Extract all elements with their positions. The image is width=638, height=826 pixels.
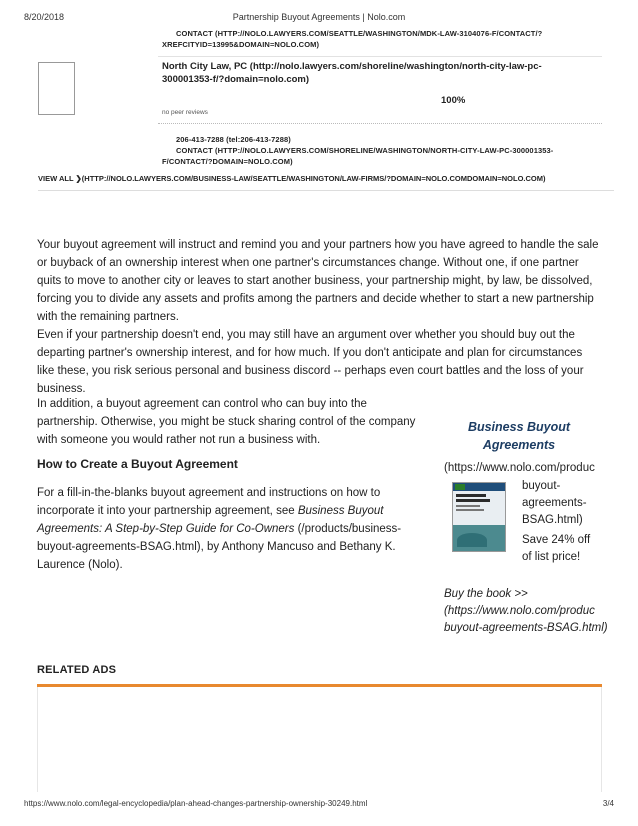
article-paragraph: Your buyout agreement will instruct and remind you and your partners how you have agreed to handle the sale or buyback of an ownership interest when one partner's circumstances change. Without one, if one partner quits to move to another city or leaves to start another business, your partnership might, by law, be dissolved, forcing you to divide any assets and profits among the partners and decide whether to start a new partnership with the remaining partners. xyxy=(37,239,599,323)
lawyer-name-link[interactable] xyxy=(162,60,592,86)
listing-dotted-divider xyxy=(158,123,602,124)
nolo-logo-icon xyxy=(455,484,465,490)
book-promo-title[interactable]: Business Buyout Agreements xyxy=(467,420,571,452)
section-heading: How to Create a Buyout Agreement xyxy=(37,457,238,471)
lawyer-rating-percent: 100% xyxy=(441,95,466,106)
view-all-divider xyxy=(38,190,614,191)
page-number: 3/4 xyxy=(602,799,614,808)
print-url: https://www.nolo.com/legal-encyclopedia/plan-ahead-changes-partnership-ownership-30249.html xyxy=(24,799,368,808)
lawyer-photo-placeholder[interactable] xyxy=(38,62,75,115)
print-footer xyxy=(24,799,614,811)
contact-block-north-city xyxy=(162,134,602,167)
book-url-end[interactable]: buyout-agreements-BSAG.html) xyxy=(522,480,587,526)
phone-link[interactable]: 206-413-7288 (tel:206-413-7288) xyxy=(176,135,291,144)
contact-link-line-1[interactable]: CONTACT (HTTP://NOLO.LAWYERS.COM/SHORELINE/WASHINGTON/NORTH-CITY-LAW-PC-300001353- xyxy=(176,146,554,155)
print-page-title: Partnership Buyout Agreements | Nolo.com xyxy=(232,12,406,22)
contact-link-line-2[interactable]: F/CONTACT/?DOMAIN=NOLO.COM) xyxy=(162,157,293,166)
contact-link-line-2[interactable]: XREFCITYID=13995&DOMAIN=NOLO.COM) xyxy=(162,40,320,49)
paragraph-text: (/products/business-buyout-agreements-BSAG.html), by Anthony Mancuso and Bethany K. Laurence (Nolo). xyxy=(37,523,402,571)
related-ads-heading: RELATED ADS xyxy=(37,664,117,676)
paragraph-text: For a fill-in-the-blanks buyout agreement and instructions on how to incorporate it into your partnership agreement, see xyxy=(37,487,381,517)
book-title-link[interactable]: Business Buyout Agreements: A Step-by-Step Guide for Co-Owners xyxy=(37,505,384,535)
print-date: 8/20/2018 xyxy=(24,12,65,22)
contact-link-line-1[interactable]: CONTACT (HTTP://NOLO.LAWYERS.COM/SEATTLE/WASHINGTON/MDK-LAW-3104076-F/CONTACT/? xyxy=(176,29,543,38)
lawyer-name-line-1[interactable]: North City Law, PC (http://nolo.lawyers.com/shoreline/washington/north-city-law-pc- xyxy=(162,61,542,72)
book-url-start[interactable]: (https://www.nolo.com/produc xyxy=(444,462,595,474)
book-cover-image[interactable] xyxy=(452,482,506,552)
peer-reviews-label: no peer reviews xyxy=(162,109,208,116)
article-paragraph xyxy=(37,484,427,574)
lawyer-name-line-2[interactable]: 300001353-f/?domain=nolo.com) xyxy=(162,74,310,85)
article-paragraph: In addition, a buyout agreement can control who can buy into the partnership. Otherwise, you might be stuck sharing control of the company with someone you would rather not run a business with. xyxy=(37,398,416,446)
contact-link-mdk-law[interactable] xyxy=(162,28,602,50)
print-header xyxy=(24,12,614,24)
discount-text: Save 24% off of list price! xyxy=(522,534,591,563)
listing-divider xyxy=(158,56,602,57)
view-all-link[interactable]: VIEW ALL ❯(HTTP://NOLO.LAWYERS.COM/BUSINESS-LAW/SEATTLE/WASHINGTON/LAW-FIRMS/?DOMAIN=NOLO.COMDOMAIN=NOLO.COM) xyxy=(38,174,546,183)
buy-book-link[interactable]: Buy the book >> (https://www.nolo.com/produc buyout-agreements-BSAG.html) xyxy=(444,588,608,634)
related-ads-container xyxy=(37,687,602,792)
article-paragraph: Even if your partnership doesn't end, you may still have an argument over whether you should buy out the departing partner's ownership interest, and for how much. If you don't anticipate and plan for circumstances like these, you risk serious personal and business discord -- perhaps even court battles and the loss of your business. xyxy=(37,329,584,395)
